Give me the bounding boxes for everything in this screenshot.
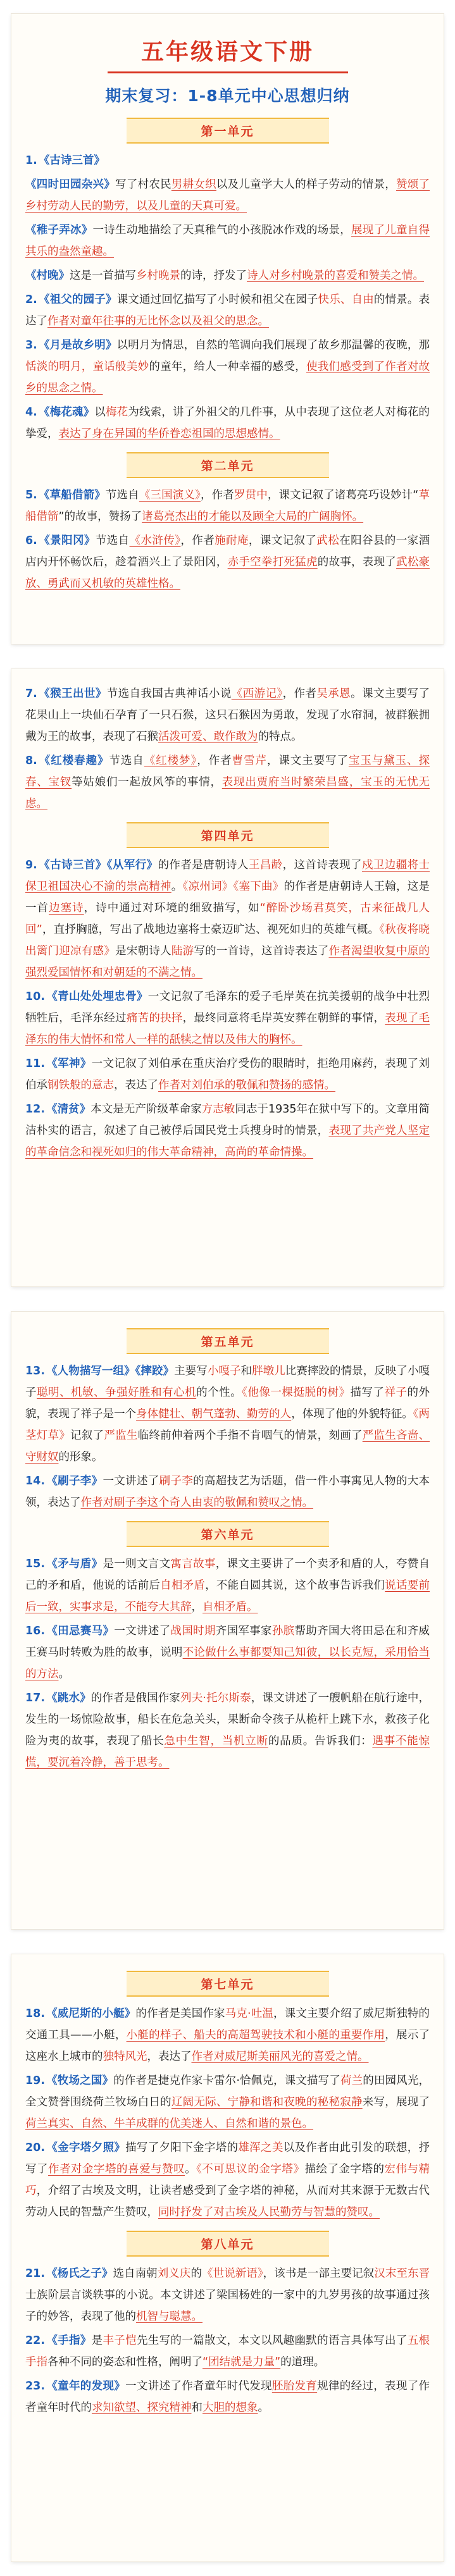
entry-4 bbox=[25, 402, 430, 445]
entry-number: 8. bbox=[25, 755, 37, 767]
key-phrase: 表达了身在异国的华侨眷恋祖国的思想感情。 bbox=[58, 428, 280, 440]
entry-text: 士族阶层言谈轶事的小说。本文讲述了梁国杨姓的一家中的九岁男孩的故事通过孩子的妙答，表现了他的 bbox=[25, 2289, 430, 2323]
key-phrase: 梅花 bbox=[105, 406, 128, 419]
page-4 bbox=[11, 1954, 444, 2561]
entry-number: 16. bbox=[25, 1625, 46, 1637]
entry-text: ，展示了这座水上城市的 bbox=[25, 2029, 430, 2063]
entry-text: 来写，展现了 bbox=[362, 2096, 430, 2109]
key-phrase: 吴承恩 bbox=[316, 687, 351, 700]
key-phrase: 宝玉与黛玉、探春、宝钗 bbox=[25, 755, 430, 789]
key-phrase: 施耐庵 bbox=[215, 534, 249, 547]
entry-text: 以及儿童学大人的样子劳动的情景， bbox=[216, 178, 397, 191]
entry-text: 的高超技艺为话题，借一件小事寓见人物的大本领，表达了 bbox=[25, 1475, 430, 1509]
entry-9 bbox=[25, 854, 430, 983]
entry-14 bbox=[25, 1470, 430, 1513]
entry-text: 的品质。告诉我们： bbox=[268, 1735, 373, 1747]
key-phrase: 刷子李 bbox=[159, 1475, 194, 1488]
entry-text: 主要写 bbox=[174, 1365, 208, 1377]
entry-19 bbox=[25, 2070, 430, 2135]
entry-number: 22. bbox=[25, 2334, 46, 2347]
entry-1a bbox=[25, 174, 430, 217]
entry-text: ，这首诗表现了 bbox=[282, 859, 362, 872]
key-phrase: 五根手指 bbox=[25, 2334, 430, 2369]
key-phrase: 诗人对乡村晚景的喜爱和赞美之情。 bbox=[247, 269, 424, 282]
entry-text: ，课文记叙了诸葛亮巧设妙计“ bbox=[267, 489, 419, 502]
entry-1b bbox=[25, 219, 430, 262]
key-phrase: 《塞下曲》 bbox=[233, 880, 284, 893]
key-phrase: 身体健壮、朝气蓬勃、勤劳的人 bbox=[136, 1408, 292, 1420]
entry-text: ， bbox=[191, 1601, 203, 1613]
entry-text: 是 bbox=[91, 2334, 103, 2347]
entry-7 bbox=[25, 683, 430, 748]
key-phrase: 表现出贾府当时繁荣昌盛，宝玉的无忧无虑。 bbox=[25, 776, 430, 810]
entry-15 bbox=[25, 1553, 430, 1618]
entry-text: ，诗中通过对环境的细致描写，如 bbox=[84, 902, 260, 915]
book-title: 《景阳冈》 bbox=[38, 534, 96, 547]
entry-3 bbox=[25, 335, 430, 399]
entry-number: 9. bbox=[25, 859, 37, 872]
entry-text: 为线索，讲了外祖父的几件事，从中表现了这位老人对梅花的挚爱， bbox=[25, 406, 430, 440]
key-phrase: 作者对童年往事的无比怀念以及祖父的思念。 bbox=[47, 315, 269, 328]
key-phrase: 严监生 bbox=[104, 1429, 138, 1442]
book-title: 《稚子弄冰》 bbox=[25, 224, 93, 237]
book-title: 《威尼斯的小艇》 bbox=[46, 2007, 136, 2020]
entry-12 bbox=[25, 1099, 430, 1163]
entry-text: 等姑娘们一起放风筝的事情， bbox=[72, 776, 222, 789]
key-phrase: 赞颂了乡村劳动人民的勤劳，以及儿童的天真可爱。 bbox=[25, 178, 430, 213]
entry-text: 的作者是唐朝诗人 bbox=[158, 859, 249, 872]
entry-text: ，表达了 bbox=[114, 1079, 158, 1092]
entry-10 bbox=[25, 986, 430, 1051]
key-phrase: 快乐、自由 bbox=[318, 293, 374, 306]
entry-text: ，课文主要讲了一个卖矛和盾的人，夸赞自己的矛和盾，他说的话前后 bbox=[25, 1558, 430, 1592]
key-phrase: 恬淡的明月，童话般美妙 bbox=[25, 361, 149, 373]
entry-number: 3. bbox=[25, 339, 37, 352]
key-phrase: 自相矛盾 bbox=[160, 1579, 206, 1592]
entry-text: 记叙了 bbox=[70, 1429, 104, 1442]
book-title: 《跳水》 bbox=[46, 1692, 91, 1704]
book-title: 《清贫》 bbox=[46, 1103, 91, 1116]
key-phrase: 展现了儿童自得其乐的盎然童趣。 bbox=[25, 224, 430, 258]
entry-text: ，课文主要介绍了威尼斯独特的交通工具——小艇， bbox=[25, 2007, 430, 2042]
book-title: 《青山处处埋忠骨》 bbox=[46, 990, 148, 1003]
key-phrase: 不论做什么事都要知己知彼，以长克短，采用恰当的方法 bbox=[25, 1646, 430, 1680]
key-phrase: 《三国演义》 bbox=[139, 489, 201, 502]
key-phrase: 小艇的样子、船夫的高超驾驶技术和小艇的重要作用 bbox=[126, 2029, 385, 2042]
entry-text: ，课文记叙了 bbox=[248, 534, 317, 547]
entry-text: 的 bbox=[190, 2267, 203, 2280]
unit-heading-5: 第五单元 bbox=[127, 1328, 329, 1354]
entry-number: 17. bbox=[25, 1692, 46, 1704]
entry-text: 选自南朝 bbox=[113, 2267, 158, 2280]
entry-text: 的形象。 bbox=[58, 1451, 103, 1464]
entry-text: ”的故事，赞扬了 bbox=[58, 510, 142, 523]
entry-text: ，作者 bbox=[200, 489, 234, 502]
entry-text: 写的一首诗，这首诗表达了 bbox=[194, 945, 329, 958]
key-phrase: 《秋夜将晓出篱门迎凉有感》 bbox=[25, 923, 430, 958]
entry-1 bbox=[25, 150, 430, 171]
key-phrase: 自相矛盾。 bbox=[203, 1601, 258, 1613]
key-phrase: 胚胎发育 bbox=[271, 2380, 318, 2393]
entry-number: 1. bbox=[25, 154, 37, 167]
key-phrase: 严监生吝啬、守财奴 bbox=[25, 1429, 430, 1464]
key-phrase: 武松豪放、勇武而又机敏的英雄性格。 bbox=[25, 556, 430, 590]
key-phrase: 王昌龄 bbox=[248, 859, 283, 872]
entry-6 bbox=[25, 530, 430, 595]
key-phrase: 作者渴望收复中原的强烈爱国情怀和对朝廷的不满之情。 bbox=[25, 945, 430, 979]
book-title: 《杨氏之子》 bbox=[46, 2267, 113, 2280]
key-phrase: 同时抒发了对古埃及人民勤劳与智慧的赞叹。 bbox=[158, 2206, 380, 2219]
entry-text: 节选自 bbox=[109, 755, 144, 767]
entry-17 bbox=[25, 1687, 430, 1773]
entry-1c bbox=[25, 265, 430, 287]
key-phrase: 《水浒传》 bbox=[129, 534, 181, 547]
entry-number: 13. bbox=[25, 1365, 46, 1377]
book-title: 《古诗三首》 bbox=[38, 154, 105, 167]
key-phrase: 赤手空拳打死猛虎 bbox=[227, 556, 318, 569]
entry-text: 帮助齐国大将田忌在和齐威王赛马时转败为胜的故事，说明 bbox=[25, 1625, 430, 1659]
entry-text: 一诗生动地描绘了天真稚气的小孩脱冰作戏的场景， bbox=[92, 224, 351, 237]
key-phrase: 小嘎子 bbox=[207, 1365, 241, 1377]
key-phrase: 战国时期 bbox=[170, 1625, 216, 1637]
key-phrase: 表现了共产党人坚定的革命信念和视死如归的伟大革命精神，高尚的革命情操。 bbox=[25, 1125, 430, 1159]
book-title: 《红楼春趣》 bbox=[38, 755, 109, 767]
key-phrase: 曹雪芹 bbox=[232, 755, 267, 767]
key-phrase: 说话要前后一致，实事求是，不能夸大其辞 bbox=[25, 1579, 430, 1613]
key-phrase: 作者对刷子李这个奇人由衷的敬佩和赞叹之情。 bbox=[80, 1496, 313, 1509]
key-phrase: 汉末至东晋 bbox=[374, 2267, 430, 2280]
entry-number: 14. bbox=[25, 1475, 46, 1488]
entry-text: ，作者 bbox=[197, 755, 232, 767]
book-title: 《祖父的园子》 bbox=[38, 293, 117, 306]
entry-text: 这是一首描写 bbox=[70, 269, 136, 282]
key-phrase: 方志敏 bbox=[201, 1103, 235, 1116]
key-phrase: 诸葛亮杰出的才能以及顾全大局的广阔胸怀。 bbox=[142, 510, 364, 523]
page-1 bbox=[11, 14, 444, 644]
entry-text: 比赛摔跤的情景，反映了小嘎子 bbox=[25, 1365, 430, 1399]
entry-number: 20. bbox=[25, 2142, 46, 2154]
book-title: 《村晚》 bbox=[25, 269, 70, 282]
key-phrase: 戍卫边疆将士保卫祖国决心不渝的崇高精神 bbox=[25, 859, 430, 893]
unit-heading-2: 第二单元 bbox=[127, 452, 329, 478]
book-title: 《草船借箭》 bbox=[38, 489, 106, 502]
book-title: 《刷子李》 bbox=[46, 1475, 103, 1488]
entry-text: 和 bbox=[240, 1365, 252, 1377]
entry-text: ，作者 bbox=[282, 687, 317, 700]
key-phrase: “醉卧沙场君莫笑，古来征战几人回” bbox=[25, 902, 430, 936]
entry-text: ，直抒胸臆，写出了战地边塞将士豪迈旷达、视死如归的英雄气概。 bbox=[42, 923, 380, 936]
book-title: 《古诗三首》《从军行》 bbox=[38, 859, 158, 872]
entry-text: 。 bbox=[171, 880, 183, 893]
entry-text: ，课文讲述了一艘帆船在航行途中，发生的一场惊险故事，船长在危急关头，果断命令孩子从桅杆上跳下水，救孩子化险为夷的故事，表现了船长 bbox=[25, 1692, 430, 1747]
key-phrase: 《世说新语》 bbox=[202, 2267, 263, 2280]
key-phrase: 遇事不能惊慌，要沉着冷静，善于思考。 bbox=[25, 1735, 430, 1769]
entry-text: ，不能自圆其说，这个故事告诉我们 bbox=[205, 1579, 385, 1592]
unit-heading-6: 第六单元 bbox=[127, 1521, 329, 1547]
key-phrase: 作者对金字塔的喜爱与赞叹 bbox=[48, 2163, 185, 2176]
entry-text: 。课文主要写了花果山上一块仙石孕育了一只石猴，这只石猴因为勇敢，发现了水帘洞，被群猴拥戴为王的故事，表现了石猴 bbox=[25, 687, 430, 743]
key-phrase: 孙膑 bbox=[271, 1625, 295, 1637]
entry-number: 18. bbox=[25, 2007, 46, 2020]
key-phrase: 急中生智，当机立断 bbox=[164, 1735, 268, 1747]
entry-text: 描写了夕阳下金字塔的 bbox=[125, 2142, 239, 2154]
key-phrase: 《凉州词》 bbox=[182, 880, 234, 893]
key-phrase: 马克·吐温 bbox=[225, 2007, 274, 2020]
key-phrase: 作者对刘伯承的敬佩和赞扬的感情。 bbox=[158, 1079, 335, 1092]
key-phrase: 活泼可爱、敢作敢为 bbox=[158, 730, 258, 743]
unit-heading-4: 第四单元 bbox=[127, 822, 329, 848]
entry-text: 的特点。 bbox=[258, 730, 302, 743]
entry-number: 4. bbox=[25, 406, 37, 419]
key-phrase: 列夫·托尔斯泰 bbox=[180, 1692, 251, 1704]
book-title: 《梅花魂》 bbox=[38, 406, 95, 419]
key-phrase: 刘义庆 bbox=[157, 2267, 191, 2280]
entry-number: 11. bbox=[25, 1057, 46, 1070]
key-phrase: 表现了毛泽东的伟大情怀和常人一样的舐犊之情以及伟大的胸怀。 bbox=[25, 1012, 430, 1046]
entry-text: 的作者是捷克作家卡雷尔·恰佩克， bbox=[113, 2074, 285, 2087]
entry-text: 课文通过回忆描写了小时候和祖父在园子 bbox=[116, 293, 318, 306]
entry-text: 是一则文言文 bbox=[103, 1558, 171, 1570]
entry-text: 描绘了金字塔的 bbox=[304, 2163, 385, 2176]
key-phrase: 作者对威尼斯美丽风光的喜爱之情。 bbox=[191, 2050, 369, 2063]
key-phrase: 荷兰 bbox=[340, 2074, 363, 2087]
key-phrase: 武松 bbox=[316, 534, 340, 547]
entry-22 bbox=[25, 2330, 430, 2373]
entry-21 bbox=[25, 2263, 430, 2327]
key-phrase: 痛苦的抉择 bbox=[126, 1012, 183, 1025]
entry-text: 的诗，抒发了 bbox=[180, 269, 247, 282]
key-phrase: 辽阔无际、宁静和谐和夜晚的秘秘寂静 bbox=[171, 2096, 363, 2109]
key-phrase: 边塞诗 bbox=[49, 902, 84, 915]
entry-number: 6. bbox=[25, 534, 37, 547]
key-phrase: 陆游 bbox=[171, 945, 194, 958]
entry-13 bbox=[25, 1360, 430, 1468]
unit-heading-1: 第一单元 bbox=[127, 118, 329, 144]
entry-text: 和 bbox=[191, 2401, 203, 2414]
entry-text: ，作者 bbox=[180, 534, 215, 547]
entry-text: 一文讲述了 bbox=[114, 1625, 171, 1637]
entry-2 bbox=[25, 289, 430, 332]
key-phrase: 雄浑之美 bbox=[238, 2142, 284, 2154]
entry-23 bbox=[25, 2376, 430, 2419]
book-title: 《金字塔夕照》 bbox=[46, 2142, 126, 2154]
entry-text: 节选自我国古典神话小说 bbox=[106, 687, 232, 700]
entry-text: ，表达了 bbox=[147, 2050, 192, 2063]
entry-number: 21. bbox=[25, 2267, 46, 2280]
unit-heading-8: 第八单元 bbox=[127, 2231, 329, 2257]
book-title: 《矛与盾》 bbox=[46, 1558, 103, 1570]
entry-number: 10. bbox=[25, 990, 46, 1003]
key-phrase: 使我们感受到了作者对故乡的思念之情。 bbox=[25, 361, 430, 395]
entry-text: 规律的经过，表现了作者童年时代的 bbox=[25, 2380, 430, 2414]
entry-text: 。 bbox=[185, 2163, 197, 2176]
key-phrase: 宏伟与精巧 bbox=[25, 2163, 430, 2197]
entry-text: 描写了 bbox=[350, 1386, 385, 1399]
key-phrase: 寓言故事 bbox=[170, 1558, 216, 1570]
entry-text: 同志于1935年在狱中写下的。文章用简洁朴实的语言，叙述了自己被俘后国民党士兵搜身时的情景， bbox=[25, 1103, 430, 1137]
page-3 bbox=[11, 1312, 444, 1929]
entry-number: 19. bbox=[25, 2074, 46, 2087]
entry-text: 的作者是美国作家 bbox=[135, 2007, 225, 2020]
entry-text: 各种不同的姿态和性格，阐明了 bbox=[47, 2356, 203, 2369]
entry-number: 23. bbox=[25, 2380, 46, 2393]
book-title: 《田忌赛马》 bbox=[46, 1625, 115, 1637]
entry-number: 5. bbox=[25, 489, 37, 502]
key-phrase: 乡村晚景 bbox=[136, 269, 180, 282]
entry-number: 15. bbox=[25, 1558, 46, 1570]
key-phrase: 男耕女织 bbox=[171, 178, 216, 191]
book-title: 《手指》 bbox=[46, 2334, 92, 2347]
entry-text: 的作者是俄国作家 bbox=[90, 1692, 181, 1704]
entry-text: 以明月为情思，自然的笔调向我们展现了故乡那温馨的夜晚，那 bbox=[116, 339, 430, 352]
entry-text: 本文是无产阶级革命家 bbox=[90, 1103, 202, 1116]
key-phrase: 《红楼梦》 bbox=[144, 755, 197, 767]
entry-text: ，课文主要写了 bbox=[266, 755, 349, 767]
entry-text: ，最终同意将毛岸英安葬在朝鲜的事情， bbox=[182, 1012, 385, 1025]
book-title: 《四时田园杂兴》 bbox=[25, 178, 116, 191]
entry-text: 先生写的一篇散文，本文以风趣幽默的语言具体写出了 bbox=[136, 2334, 408, 2347]
entry-text: ，该书是一部主要记叙 bbox=[263, 2267, 375, 2280]
entry-11 bbox=[25, 1053, 430, 1096]
book-title: 《人物描写一组》《摔跤》 bbox=[46, 1365, 175, 1377]
key-phrase: 胖墩儿 bbox=[252, 1365, 285, 1377]
entry-20 bbox=[25, 2137, 430, 2223]
entry-text: 节选自 bbox=[105, 489, 139, 502]
book-title: 《猴王出世》 bbox=[38, 687, 107, 700]
book-title: 《军神》 bbox=[46, 1057, 92, 1070]
key-phrase: 机智与聪慧。 bbox=[136, 2310, 203, 2323]
entry-text: 的情景。表达了 bbox=[25, 293, 430, 328]
entry-text: 的作者是唐朝诗人王翰，这是一首 bbox=[25, 880, 430, 915]
page-subtitle: 期末复习：1-8单元中心思想归纳 bbox=[105, 87, 350, 105]
book-title: 《牧场之国》 bbox=[46, 2074, 114, 2087]
entry-text: 节选自 bbox=[95, 534, 130, 547]
entry-text: 的故事，表现了 bbox=[317, 556, 397, 569]
entry-text: 。 bbox=[258, 2401, 269, 2414]
key-phrase: 《两茎灯草》 bbox=[25, 1408, 430, 1442]
book-title: 《月是故乡明》 bbox=[38, 339, 117, 352]
entry-18 bbox=[25, 2003, 430, 2068]
book-title: 《童年的发现》 bbox=[46, 2380, 126, 2393]
entry-text: 的道理。 bbox=[280, 2356, 325, 2369]
entry-text: 一文记叙了毛泽东的爱子毛岸英在抗美援朝的战争中壮烈牺牲后，毛泽东经过 bbox=[25, 990, 430, 1025]
page-title: 五年级语文下册 bbox=[108, 30, 348, 73]
key-phrase: “团结就是力量” bbox=[203, 2356, 281, 2369]
entry-number: 2. bbox=[25, 293, 37, 306]
entry-text: 临终前伸着两个手指不肯咽气的情景，刻画了 bbox=[137, 1429, 363, 1442]
page-2 bbox=[11, 669, 444, 1286]
key-phrase: 独特风光 bbox=[103, 2050, 147, 2063]
entry-text: 课文描写了 bbox=[284, 2074, 340, 2087]
entry-5 bbox=[25, 484, 430, 527]
entry-text: 是宋朝诗人 bbox=[115, 945, 171, 958]
entry-text: 的个性。 bbox=[196, 1386, 242, 1399]
key-phrase: 求知欲望、探究精神 bbox=[92, 2401, 192, 2414]
entry-text: 写了村农民 bbox=[115, 178, 171, 191]
entry-number: 7. bbox=[25, 687, 37, 700]
entry-text: 一文讲述了 bbox=[103, 1475, 159, 1488]
entry-text: 在阳谷县的一家酒店内开怀畅饮后，趁着酒兴上了景阳冈， bbox=[25, 534, 430, 569]
entry-text: 以及作者由此引发的联想，抒写了 bbox=[25, 2142, 430, 2176]
key-phrase: 荷兰真实、自然、牛羊成群的优美迷人、自然和谐的景色。 bbox=[25, 2117, 313, 2130]
key-phrase: 草船借箭 bbox=[25, 489, 430, 523]
entry-number: 12. bbox=[25, 1103, 46, 1116]
entry-text: 。 bbox=[58, 1668, 70, 1680]
entry-text: 的童年，给人一种幸福的感受， bbox=[149, 361, 306, 373]
key-phrase: 大胆的想象 bbox=[203, 2401, 258, 2414]
key-phrase: 聪明、机敏、争强好胜和有心机 bbox=[37, 1386, 197, 1399]
entry-text: ，体现了他的外貌特征。 bbox=[291, 1408, 413, 1420]
key-phrase: 《不可思议的金字塔》 bbox=[196, 2163, 305, 2176]
entry-text: 的田园风光，全文赞誉围绕荷兰牧场白日的 bbox=[25, 2074, 430, 2109]
key-phrase: 《西游记》 bbox=[231, 687, 283, 700]
entry-text: 一文讲述了作者童年时代发现 bbox=[125, 2380, 272, 2393]
entry-text: 的外貌，表现了祥子是一个 bbox=[25, 1386, 430, 1420]
entry-16 bbox=[25, 1620, 430, 1685]
entry-text: ，介绍了古埃及文明，让读者感受到了金字塔的神秘，从而对其来源于无数古代劳动人民的智慧产生赞叹， bbox=[25, 2185, 430, 2219]
unit-heading-7: 第七单元 bbox=[127, 1971, 329, 1997]
entry-text: 以 bbox=[94, 406, 106, 419]
key-phrase: 罗贯中 bbox=[234, 489, 268, 502]
entry-text: 一文记叙了刘伯承在重庆治疗受伤的眼睛时，拒绝用麻药，表现了刘伯承 bbox=[25, 1057, 430, 1092]
entry-text: 齐国军事家 bbox=[215, 1625, 272, 1637]
key-phrase: 《他像一棵挺脱的树》 bbox=[242, 1386, 351, 1399]
key-phrase: 丰子恺 bbox=[103, 2334, 137, 2347]
key-phrase: 祥子 bbox=[384, 1386, 408, 1399]
key-phrase: 钢铁般的意志 bbox=[47, 1079, 114, 1092]
entry-8 bbox=[25, 750, 430, 815]
